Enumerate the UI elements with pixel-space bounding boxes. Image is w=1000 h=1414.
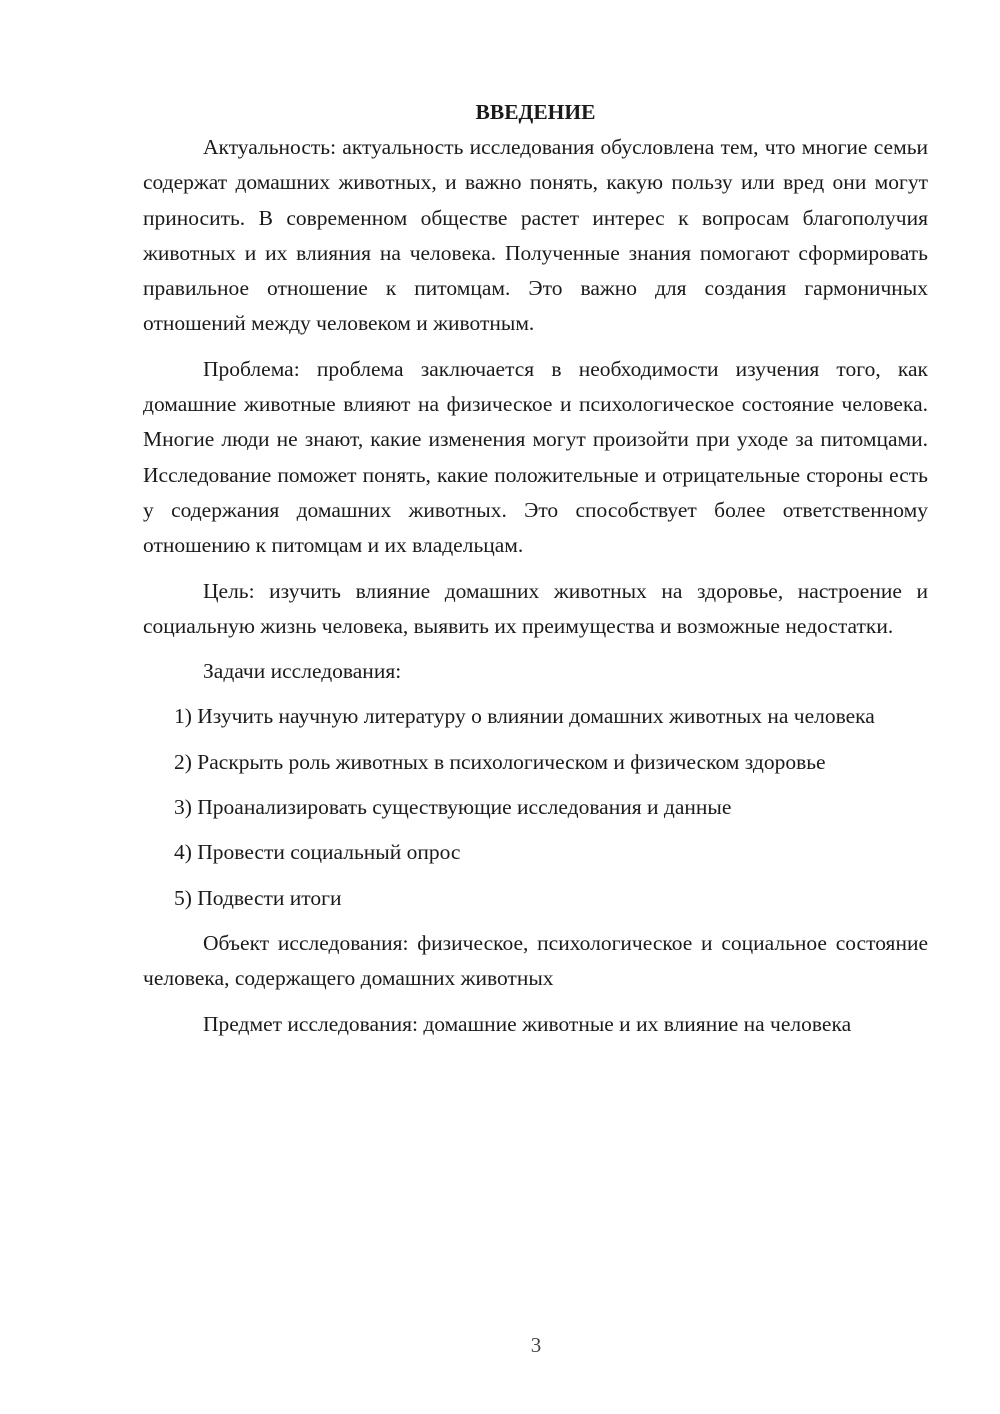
- object-paragraph: Объект исследования: физическое, психологическое и социальное состояние человека, содержащего домашних животных: [143, 930, 928, 991]
- document-page: [143, 95, 928, 1052]
- problem-paragraph: Проблема: проблема заключается в необходимости изучения того, как домашние животные влияют на физическое и психологическое состояние человека. Многие люди не знают, какие изменения могут произойти при уходе за питомцами. Исследование поможет понять, какие положительные и отрицательные стороны есть у содержания домашних животных. Это способствует более ответственному отношению к питомцам и их владельцам.: [143, 356, 928, 558]
- task-item-3: 3) Проанализировать существующие исследования и данные: [174, 795, 732, 820]
- page-number: 3: [530, 1333, 542, 1357]
- tasks-heading: Задачи исследования:: [203, 659, 402, 684]
- task-item-4: 4) Провести социальный опрос: [174, 840, 461, 865]
- task-item-1: 1) Изучить научную литературу о влиянии домашних животных на человека: [174, 704, 875, 729]
- subject-paragraph: Предмет исследования: домашние животные и их влияние на человека: [203, 1011, 852, 1036]
- goal-paragraph: Цель: изучить влияние домашних животных на здоровье, настроение и социальную жизнь человека, выявить их преимущества и возможные недостатки.: [143, 578, 928, 638]
- page-title: ВВЕДЕНИЕ: [475, 100, 596, 124]
- task-item-2: 2) Раскрыть роль животных в психологическом и физическом здоровье: [174, 749, 826, 774]
- relevance-paragraph: Актуальность: актуальность исследования обусловлена тем, что многие семьи содержат домашних животных, и важно понять, какую пользу или вред они могут приносить. В современном обществе растет интерес к вопросам благополучия животных и их влияния на человека. Полученные знания помогают сформировать правильное отношение к питомцам. Это важно для создания гармоничных отношений между человеком и животным.: [143, 135, 928, 336]
- task-item-5: 5) Подвести итоги: [174, 885, 342, 910]
